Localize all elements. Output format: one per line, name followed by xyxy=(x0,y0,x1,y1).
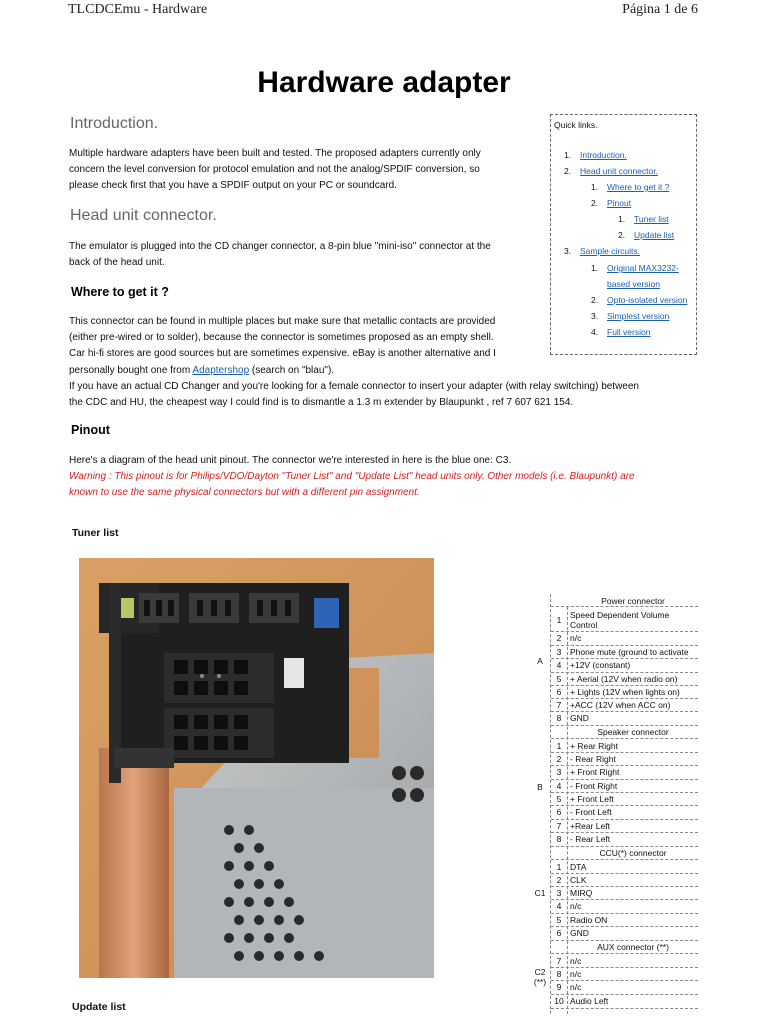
pin-number: 8 xyxy=(556,713,562,723)
where-line: Car hi-fi stores are good sources but are sometimes expensive. eBay is another alternative and I xyxy=(69,348,496,360)
pin-description: + Rear Right xyxy=(570,741,618,751)
pin-description: MIRQ xyxy=(570,888,593,898)
table-rule xyxy=(551,953,698,954)
table-rule xyxy=(551,967,698,968)
pin-number: 3 xyxy=(556,647,562,657)
heading-head-unit-connector: Head unit connector. xyxy=(70,207,217,224)
intro-line: Multiple hardware adapters have been built and tested. The proposed adapters currently only xyxy=(69,148,481,159)
ql-link-tuner-list[interactable]: Tuner list xyxy=(634,214,669,224)
ql-link-where-to-get-it[interactable]: Where to get it ? xyxy=(607,182,670,192)
table-rule xyxy=(551,738,698,739)
ql-link-introduction[interactable]: Introduction. xyxy=(580,150,627,160)
pin-description: Phone mute (ground to activate xyxy=(570,647,689,657)
table-rule xyxy=(551,752,698,753)
pin-number: 9 xyxy=(556,982,562,992)
page-number: Página 1 de 6 xyxy=(622,2,698,17)
pin-number: 5 xyxy=(556,794,562,804)
ql-num: 3. xyxy=(564,246,572,256)
head-unit-line: back of the head unit. xyxy=(69,257,165,269)
pin-number: 8 xyxy=(556,969,562,979)
table-rule xyxy=(551,994,698,995)
where-line: the CDC and HU, the cheapest way I could find is to dismantle a 1.3 m extender by Blaupunkt , ref 7 607 621 154. xyxy=(69,397,574,409)
where-line: (either pre-wired or to solder), because the connector is sometimes proposed as an empty shell. xyxy=(69,332,494,344)
pin-description: n/c xyxy=(570,901,582,911)
pin-description: GND xyxy=(570,928,589,938)
ql-num: 2. xyxy=(591,295,599,305)
page-title: Hardware adapter xyxy=(257,66,511,99)
intro-line: concern the level conversion for protocol emulation and not the analog/SPDIF conversion, so xyxy=(69,164,480,176)
section-title-power: Power connector xyxy=(601,596,665,606)
pin-description: Radio ON xyxy=(570,915,608,925)
pin-number: 1 xyxy=(556,862,562,872)
ql-link-update-list[interactable]: Update list xyxy=(634,230,675,240)
update-list-label: Update list xyxy=(72,1001,126,1013)
table-rule xyxy=(551,606,698,607)
table-rule xyxy=(551,926,698,927)
pin-number: 7 xyxy=(556,956,562,966)
pin-number: 8 xyxy=(556,834,562,844)
pin-number: 3 xyxy=(556,888,562,898)
ql-link-pinout[interactable]: Pinout xyxy=(607,198,632,208)
connector-photo xyxy=(79,558,434,978)
pin-description: n/c xyxy=(570,969,582,979)
pin-number: 2 xyxy=(556,633,562,643)
pin-description: +ACC (12V when ACC on) xyxy=(570,700,671,710)
table-rule xyxy=(551,819,698,820)
pin-number: 7 xyxy=(556,821,562,831)
where-line: If you have an actual CD Changer and you're looking for a female connector to insert your adapter (with relay switching) between xyxy=(69,380,639,392)
table-rule xyxy=(551,631,698,632)
group-label-c2-note: (**) xyxy=(533,977,547,987)
ql-num: 4. xyxy=(591,327,599,337)
pin-number: 3 xyxy=(556,767,562,777)
pin-number: 6 xyxy=(556,928,562,938)
ql-num: 2. xyxy=(591,198,599,208)
connector-photo-drawing xyxy=(79,558,434,978)
pin-description: n/c xyxy=(570,982,582,992)
ql-link-simplest[interactable]: Simplest version xyxy=(607,311,670,321)
adaptershop-link[interactable]: Adaptershop xyxy=(192,364,250,376)
heading-pinout: Pinout xyxy=(71,423,110,437)
pin-number: 2 xyxy=(556,875,562,885)
tuner-list-label: Tuner list xyxy=(72,527,119,539)
pin-number: 1 xyxy=(556,741,562,751)
quick-links-box xyxy=(550,114,697,355)
pinout-line: Here's a diagram of the head unit pinout. The connector we're interested in here is the blue one: C3. xyxy=(69,455,512,466)
table-rule xyxy=(551,1008,698,1009)
table-border xyxy=(550,594,551,1014)
ql-num: 1. xyxy=(564,150,572,160)
pin-description: CLK xyxy=(570,875,587,885)
warning-line: known to use the same physical connectors but with a different pin assignment. xyxy=(69,487,420,499)
pin-description: - Front Right xyxy=(570,781,618,791)
pin-number: 4 xyxy=(556,901,562,911)
table-rule xyxy=(551,832,698,833)
head-unit-line: The emulator is plugged into the CD changer connector, a 8-pin blue "mini-iso" connector at the xyxy=(69,241,491,252)
group-label-c1: C1 xyxy=(534,888,546,898)
pinout-paragraph xyxy=(69,453,749,502)
section-title-speaker: Speaker connector xyxy=(597,727,669,737)
table-rule xyxy=(551,765,698,766)
pin-description: Control xyxy=(570,620,598,630)
heading-introduction: Introduction. xyxy=(70,115,159,132)
table-rule xyxy=(551,672,698,673)
pin-number: 4 xyxy=(556,781,562,791)
warning-line: Warning : This pinout is for Philips/VDO/Dayton "Tuner List" and "Update List" head units only. Other models (i.e. Blaupunkt) are xyxy=(69,471,635,483)
pin-description: GND xyxy=(570,713,589,723)
section-title-ccu: CCU(*) connector xyxy=(599,848,667,858)
ql-num: 2. xyxy=(618,230,626,240)
pin-description: n/c xyxy=(570,956,582,966)
pin-description: +12V (constant) xyxy=(570,660,631,670)
pin-description: + Lights (12V when lights on) xyxy=(570,687,680,697)
ql-link-opto-isolated[interactable]: Opto-isolated version xyxy=(607,295,688,305)
table-rule xyxy=(551,698,698,699)
table-rule xyxy=(551,913,698,914)
pin-number: 6 xyxy=(556,687,562,697)
pin-description: Audio Left xyxy=(570,996,609,1006)
pin-description: - Front Left xyxy=(570,807,612,817)
section-title-aux: AUX connector (**) xyxy=(597,942,669,952)
table-rule xyxy=(551,846,698,847)
group-label-b: B xyxy=(537,782,543,792)
table-rule xyxy=(551,940,698,941)
pin-number: 7 xyxy=(556,700,562,710)
table-rule xyxy=(551,980,698,981)
table-rule xyxy=(551,899,698,900)
pin-number: 2 xyxy=(556,754,562,764)
pin-description: - Rear Right xyxy=(570,754,616,764)
pin-description: +Rear Left xyxy=(570,821,610,831)
table-rule xyxy=(551,886,698,887)
pin-description: + Front Left xyxy=(570,794,614,804)
group-label-c2: C2 xyxy=(534,967,546,977)
ql-link-original-max3232[interactable]: Original MAX3232- xyxy=(607,263,679,273)
pin-description: + Front Right xyxy=(570,767,620,777)
pin-description: + Aerial (12V when radio on) xyxy=(570,674,678,684)
table-rule xyxy=(551,859,698,860)
ql-num: 2. xyxy=(564,166,572,176)
ql-link-original-max3232-cont[interactable]: based version xyxy=(607,279,660,289)
table-rule xyxy=(551,725,698,726)
pin-number: 4 xyxy=(556,660,562,670)
ql-link-head-unit-connector[interactable]: Head unit connector. xyxy=(580,166,658,176)
pin-number: 5 xyxy=(556,915,562,925)
pin-number: 10 xyxy=(554,996,564,1006)
pin-number: 1 xyxy=(556,615,562,625)
table-rule xyxy=(551,645,698,646)
where-line xyxy=(69,363,749,379)
quick-links-title: Quick links. xyxy=(554,120,598,130)
table-rule xyxy=(551,685,698,686)
ql-num: 3. xyxy=(591,311,599,321)
table-rule xyxy=(551,805,698,806)
group-label-a: A xyxy=(537,656,543,666)
ql-link-sample-circuits[interactable]: Sample circuits. xyxy=(580,246,640,256)
intro-line: please check first that you have a SPDIF output on your PC or soundcard. xyxy=(69,180,397,192)
pin-number: 6 xyxy=(556,807,562,817)
pin-description: - Rear Left xyxy=(570,834,611,844)
page-header-title: TLCDCEmu - Hardware xyxy=(68,2,208,17)
table-rule xyxy=(551,792,698,793)
table-rule xyxy=(551,658,698,659)
table-rule xyxy=(551,873,698,874)
table-rule xyxy=(551,711,698,712)
ql-num: 1. xyxy=(618,214,626,224)
pin-description: Speed Dependent Volume xyxy=(570,610,670,620)
pin-description: DTA xyxy=(570,862,587,872)
ql-num: 1. xyxy=(591,263,599,273)
where-line: This connector can be found in multiple places but make sure that metallic contacts are provided xyxy=(69,316,496,327)
where-text: personally bought one from xyxy=(69,364,193,376)
heading-where-to-get-it: Where to get it ? xyxy=(71,285,169,299)
ql-link-full-version[interactable]: Full version xyxy=(607,327,651,337)
table-rule xyxy=(551,779,698,780)
pin-number: 5 xyxy=(556,674,562,684)
ql-num: 1. xyxy=(591,182,599,192)
pin-description: n/c xyxy=(570,633,582,643)
where-text: (search on "blau"). xyxy=(249,364,335,376)
